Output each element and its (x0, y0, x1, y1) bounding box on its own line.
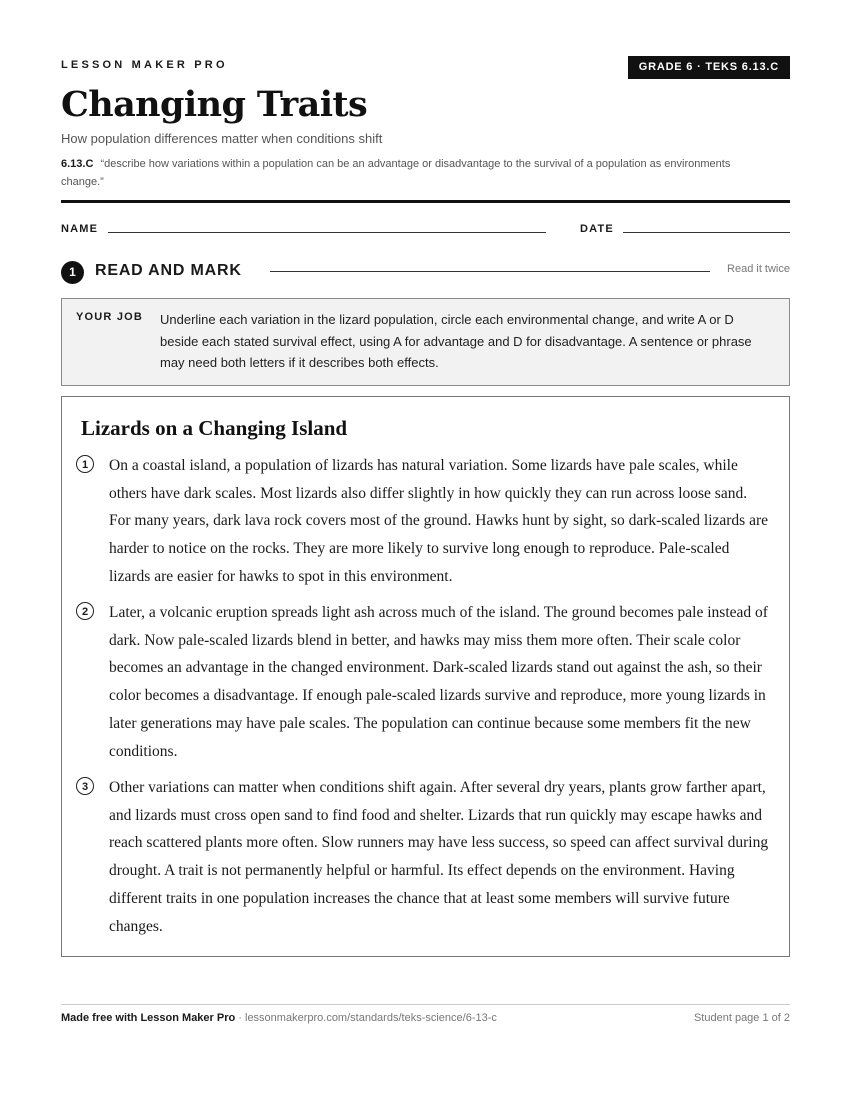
name-date-row (61, 220, 790, 236)
date-field-line[interactable] (623, 232, 790, 233)
name-label: NAME (61, 223, 99, 235)
brand-name: LESSON MAKER PRO (61, 59, 228, 71)
footer-divider (61, 1004, 790, 1005)
section-header (61, 260, 790, 284)
name-field-line[interactable] (108, 232, 546, 233)
section-number: 1 (61, 261, 84, 284)
top-bar (61, 56, 790, 80)
footer (61, 1012, 790, 1024)
paragraph-number: 1 (76, 455, 94, 473)
paragraph-text: Later, a volcanic eruption spreads light ash across much of the island. The ground becomes pale instead of dark. Now pale-scaled lizards blend in better, and hawks may miss them more often. Their scale color becomes an advantage in the changed environment. Dark-scaled lizards stand out against the ash, so their color becomes a disadvantage. If enough pale-scaled lizards survive and reproduce, more young lizards in later generations may have pale scales. The population can continue because some members fit the new conditions. (109, 604, 768, 760)
section-note: Read it twice (727, 263, 790, 275)
page-subtitle: How population differences matter when conditions shift (61, 131, 383, 146)
standard-statement (61, 155, 761, 191)
passage-title: Lizards on a Changing Island (81, 416, 348, 440)
grade-badge: GRADE 6 · TEKS 6.13.C (628, 56, 790, 79)
standard-code: 6.13.C (61, 158, 94, 170)
instructions-box (61, 298, 790, 386)
instructions-text: Underline each variation in the lizard population, circle each environmental change, and write A or D beside each stated survival effect, using A for advantage and D for disadvantage. A sentence or phrase may need both letters if it describes both effects. (160, 312, 752, 370)
paragraph-number: 2 (76, 602, 94, 620)
footer-url[interactable]: lessonmakerpro.com/standards/teks-science/6-13-c (245, 1012, 497, 1024)
section-title: READ AND MARK (95, 262, 242, 279)
date-label: DATE (580, 223, 614, 235)
section-rule (270, 271, 710, 272)
paragraph-text: Other variations can matter when conditions shift again. After several dry years, plants grow farther apart, and lizards must cross open sand to find food and shelter. Lizards that run quickly may escape hawks and reach scattered plants more often. Slow runners may have less success, so speed can affect survival during drought. A trait is not permanently helpful or harmful. Its effect depends on the environment. Having different traits in one population increases the chance that at least some members will survive future changes. (109, 779, 769, 935)
footer-made-with: Made free with Lesson Maker Pro (61, 1012, 236, 1024)
paragraph-text: On a coastal island, a population of lizards has natural variation. Some lizards have pale scales, while others have dark scales. Most lizards also differ slightly in how quickly they can run across loose sand. For many years, dark lava rock covers most of the ground. Hawks hunt by sight, so dark-scaled lizards are harder to notice on the rocks. They are more likely to survive long enough to reproduce. Pale-scaled lizards are easier for hawks to spot in this environment. (109, 457, 768, 585)
footer-separator: · (235, 1012, 245, 1024)
reading-passage (61, 396, 790, 957)
instructions-label: YOUR JOB (76, 311, 144, 323)
page-number: Student page 1 of 2 (693, 1012, 790, 1024)
page-title: Changing Traits (61, 84, 368, 125)
paragraph-number: 3 (76, 777, 94, 795)
standard-text: “describe how variations within a population can be an advantage or disadvantage to the survival of a population as environments change.” (61, 158, 731, 188)
header-divider (61, 200, 790, 203)
